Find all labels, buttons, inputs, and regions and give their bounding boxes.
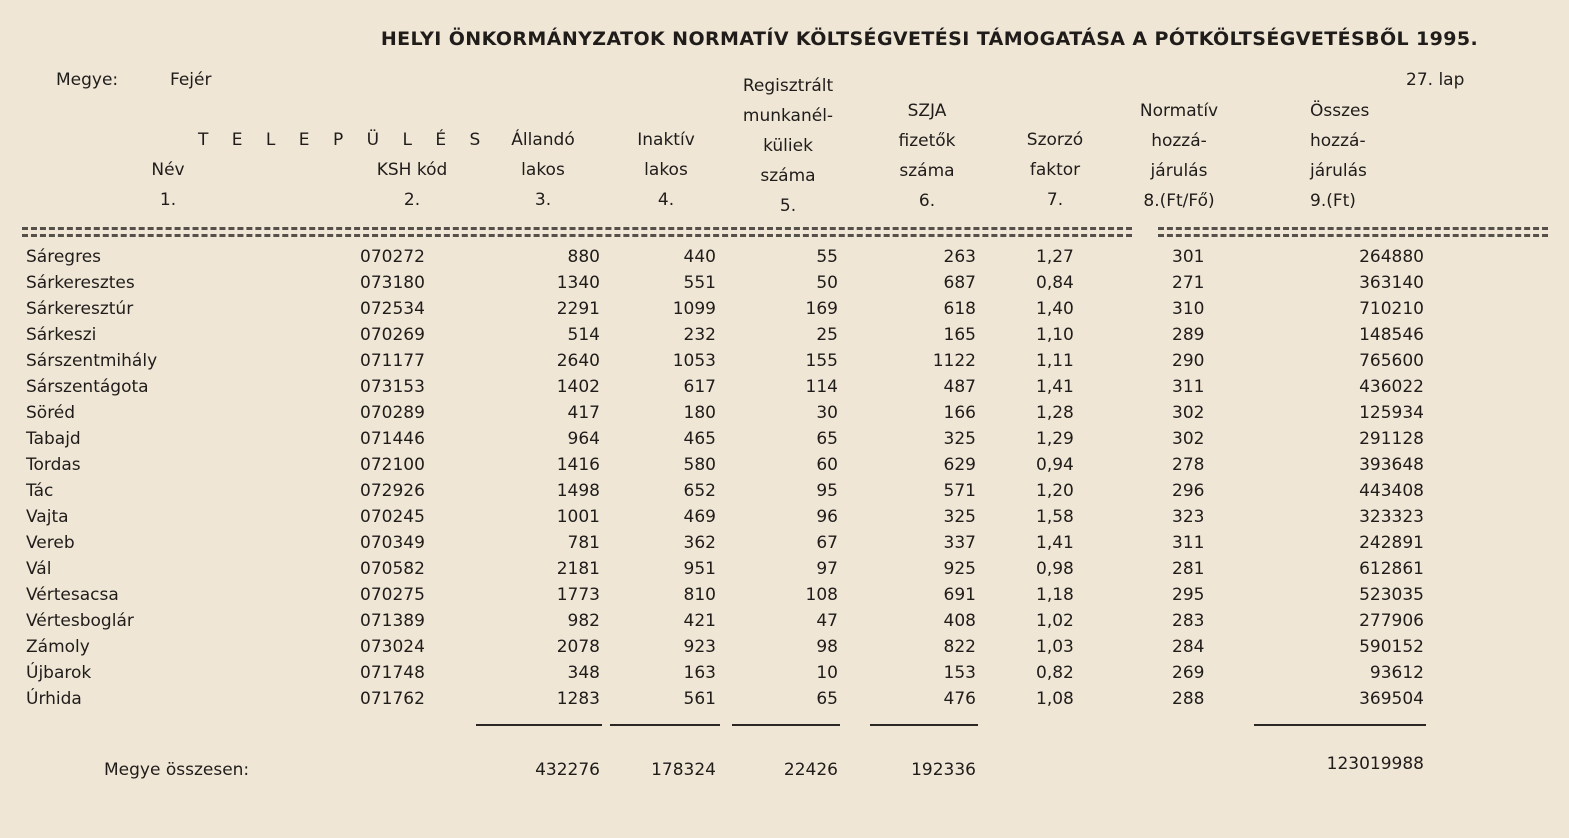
cell-normativ: 289 <box>1172 325 1205 345</box>
total-rule <box>732 724 840 726</box>
table-row <box>0 687 1569 713</box>
cell-allando: 1773 <box>556 585 600 605</box>
cell-szorzo: 1,28 <box>1036 403 1074 423</box>
cell-osszes: 363140 <box>1359 273 1424 293</box>
cell-ksh: 070275 <box>360 585 425 605</box>
cell-inaktiv: 232 <box>683 325 716 345</box>
cell-inaktiv: 465 <box>683 429 716 449</box>
total-osszes: 123019988 <box>1326 754 1424 774</box>
cell-szorzo: 1,18 <box>1036 585 1074 605</box>
cell-inaktiv: 580 <box>683 455 716 475</box>
cell-szja: 337 <box>943 533 976 553</box>
cell-regisztralt: 155 <box>805 351 838 371</box>
cell-ksh: 070582 <box>360 559 425 579</box>
cell-allando: 1283 <box>556 689 600 709</box>
cell-osszes: 436022 <box>1359 377 1424 397</box>
cell-osszes: 93612 <box>1369 663 1424 683</box>
cell-allando: 1498 <box>556 481 600 501</box>
table-row <box>0 479 1569 505</box>
settlement-header: T E L E P Ü L É S <box>198 130 490 150</box>
cell-regisztralt: 108 <box>805 585 838 605</box>
cell-szorzo: 1,02 <box>1036 611 1074 631</box>
header-nev: Név 1. <box>151 160 185 210</box>
cell-ksh: 070289 <box>360 403 425 423</box>
cell-nev: Sárszentmihály <box>26 351 158 371</box>
cell-osszes: 523035 <box>1359 585 1424 605</box>
cell-nev: Sárkeszi <box>26 325 97 345</box>
cell-szja: 571 <box>943 481 976 501</box>
cell-osszes: 443408 <box>1359 481 1424 501</box>
header-normativ: Normatív hozzá- járulás 8.(Ft/Fő) <box>1139 101 1219 211</box>
cell-regisztralt: 60 <box>816 455 838 475</box>
cell-regisztralt: 97 <box>816 559 838 579</box>
header-szja: SZJA fizetők száma 6. <box>898 101 956 211</box>
cell-normativ: 284 <box>1172 637 1205 657</box>
cell-inaktiv: 652 <box>683 481 716 501</box>
cell-allando: 880 <box>567 247 600 267</box>
cell-allando: 964 <box>567 429 600 449</box>
cell-normativ: 310 <box>1172 299 1205 319</box>
cell-normativ: 288 <box>1172 689 1205 709</box>
cell-osszes: 765600 <box>1359 351 1424 371</box>
cell-allando: 1402 <box>556 377 600 397</box>
table-row <box>0 271 1569 297</box>
data-table <box>0 245 1569 713</box>
cell-inaktiv: 1099 <box>672 299 716 319</box>
cell-nev: Sárkeresztes <box>26 273 135 293</box>
cell-allando: 2640 <box>556 351 600 371</box>
cell-szja: 325 <box>943 507 976 527</box>
table-row <box>0 349 1569 375</box>
table-row <box>0 609 1569 635</box>
cell-nev: Sárszentágota <box>26 377 149 397</box>
cell-szja: 476 <box>943 689 976 709</box>
cell-inaktiv: 951 <box>683 559 716 579</box>
cell-regisztralt: 55 <box>816 247 838 267</box>
cell-szja: 165 <box>943 325 976 345</box>
cell-inaktiv: 163 <box>683 663 716 683</box>
total-allando: 432276 <box>535 760 600 780</box>
cell-szorzo: 1,41 <box>1036 533 1074 553</box>
cell-szja: 408 <box>943 611 976 631</box>
cell-regisztralt: 65 <box>816 429 838 449</box>
total-regisztralt: 22426 <box>783 760 838 780</box>
cell-inaktiv: 551 <box>683 273 716 293</box>
table-row <box>0 661 1569 687</box>
cell-inaktiv: 810 <box>683 585 716 605</box>
cell-nev: Tác <box>26 481 54 501</box>
cell-allando: 2291 <box>556 299 600 319</box>
cell-osszes: 242891 <box>1359 533 1424 553</box>
cell-ksh: 070272 <box>360 247 425 267</box>
cell-regisztralt: 47 <box>816 611 838 631</box>
cell-normativ: 311 <box>1172 377 1205 397</box>
cell-nev: Újbarok <box>26 663 92 683</box>
cell-osszes: 590152 <box>1359 637 1424 657</box>
county-label: Megye: <box>56 70 119 90</box>
cell-szorzo: 0,94 <box>1036 455 1074 475</box>
cell-regisztralt: 30 <box>816 403 838 423</box>
cell-szorzo: 1,10 <box>1036 325 1074 345</box>
cell-regisztralt: 25 <box>816 325 838 345</box>
totals-label: Megye összesen: <box>104 760 250 780</box>
cell-nev: Vértesacsa <box>26 585 119 605</box>
cell-inaktiv: 180 <box>683 403 716 423</box>
table-row <box>0 401 1569 427</box>
cell-regisztralt: 96 <box>816 507 838 527</box>
cell-osszes: 369504 <box>1359 689 1424 709</box>
cell-normativ: 290 <box>1172 351 1205 371</box>
cell-normativ: 278 <box>1172 455 1205 475</box>
cell-ksh: 072100 <box>360 455 425 475</box>
cell-regisztralt: 65 <box>816 689 838 709</box>
cell-regisztralt: 10 <box>816 663 838 683</box>
header-separator <box>22 227 1132 230</box>
total-rule <box>870 724 978 726</box>
table-row <box>0 245 1569 271</box>
cell-nev: Sáregres <box>26 247 102 267</box>
cell-szja: 166 <box>943 403 976 423</box>
header-inaktiv: Inaktív lakos 4. <box>637 130 695 210</box>
cell-nev: Zámoly <box>26 637 90 657</box>
cell-allando: 1416 <box>556 455 600 475</box>
cell-szorzo: 1,27 <box>1036 247 1074 267</box>
cell-allando: 514 <box>567 325 600 345</box>
table-row <box>0 453 1569 479</box>
cell-nev: Vereb <box>26 533 75 553</box>
header-separator <box>1158 227 1548 230</box>
cell-normativ: 296 <box>1172 481 1205 501</box>
cell-nev: Úrhida <box>26 689 82 709</box>
cell-normativ: 311 <box>1172 533 1205 553</box>
cell-szorzo: 0,84 <box>1036 273 1074 293</box>
header-allando: Állandó lakos 3. <box>511 130 575 210</box>
cell-szorzo: 0,98 <box>1036 559 1074 579</box>
page-title: HELYI ÖNKORMÁNYZATOK NORMATÍV KÖLTSÉGVETÉSI TÁMOGATÁSA A PÓTKÖLTSÉGVETÉSBŐL 1995. <box>380 28 1479 50</box>
table-row <box>0 427 1569 453</box>
cell-osszes: 148546 <box>1359 325 1424 345</box>
total-rule <box>1254 724 1426 726</box>
cell-regisztralt: 169 <box>805 299 838 319</box>
cell-regisztralt: 67 <box>816 533 838 553</box>
cell-osszes: 393648 <box>1359 455 1424 475</box>
cell-osszes: 323323 <box>1359 507 1424 527</box>
table-row <box>0 375 1569 401</box>
cell-szorzo: 1,03 <box>1036 637 1074 657</box>
cell-inaktiv: 421 <box>683 611 716 631</box>
cell-szja: 1122 <box>932 351 976 371</box>
table-row <box>0 323 1569 349</box>
cell-nev: Tabajd <box>26 429 81 449</box>
cell-szorzo: 1,29 <box>1036 429 1074 449</box>
cell-normativ: 302 <box>1172 403 1205 423</box>
cell-szja: 629 <box>943 455 976 475</box>
total-szja: 192336 <box>911 760 976 780</box>
cell-ksh: 070349 <box>360 533 425 553</box>
cell-szja: 822 <box>943 637 976 657</box>
cell-osszes: 612861 <box>1359 559 1424 579</box>
cell-ksh: 073180 <box>360 273 425 293</box>
cell-szorzo: 1,20 <box>1036 481 1074 501</box>
cell-inaktiv: 1053 <box>672 351 716 371</box>
cell-inaktiv: 561 <box>683 689 716 709</box>
cell-szja: 925 <box>943 559 976 579</box>
cell-allando: 2181 <box>556 559 600 579</box>
table-row <box>0 531 1569 557</box>
cell-ksh: 073024 <box>360 637 425 657</box>
cell-szja: 691 <box>943 585 976 605</box>
total-inaktiv: 178324 <box>651 760 716 780</box>
table-row <box>0 505 1569 531</box>
cell-ksh: 071748 <box>360 663 425 683</box>
header-separator <box>22 234 1132 237</box>
header-separator <box>1158 234 1548 237</box>
cell-regisztralt: 98 <box>816 637 838 657</box>
header-osszes: Összes hozzá- járulás 9.(Ft) <box>1310 101 1370 211</box>
cell-osszes: 125934 <box>1359 403 1424 423</box>
header-regisztralt: Regisztrált munkanél- küliek száma 5. <box>742 76 834 216</box>
cell-szorzo: 1,40 <box>1036 299 1074 319</box>
cell-regisztralt: 50 <box>816 273 838 293</box>
cell-nev: Vál <box>26 559 52 579</box>
cell-regisztralt: 95 <box>816 481 838 501</box>
cell-regisztralt: 114 <box>805 377 838 397</box>
cell-ksh: 072926 <box>360 481 425 501</box>
cell-nev: Vértesboglár <box>26 611 134 631</box>
header-szorzo: Szorzó faktor 7. <box>1026 130 1084 210</box>
cell-nev: Vajta <box>26 507 69 527</box>
cell-szorzo: 1,41 <box>1036 377 1074 397</box>
cell-normativ: 323 <box>1172 507 1205 527</box>
table-row <box>0 583 1569 609</box>
county-value: Fejér <box>170 70 212 90</box>
cell-szorzo: 1,11 <box>1036 351 1074 371</box>
cell-allando: 982 <box>567 611 600 631</box>
cell-nev: Tordas <box>26 455 81 475</box>
cell-szorzo: 1,08 <box>1036 689 1074 709</box>
page-number: 27. lap <box>1406 70 1465 90</box>
cell-inaktiv: 469 <box>683 507 716 527</box>
cell-inaktiv: 923 <box>683 637 716 657</box>
cell-allando: 2078 <box>556 637 600 657</box>
cell-ksh: 071389 <box>360 611 425 631</box>
cell-ksh: 073153 <box>360 377 425 397</box>
cell-szja: 618 <box>943 299 976 319</box>
cell-szja: 263 <box>943 247 976 267</box>
cell-ksh: 071762 <box>360 689 425 709</box>
cell-normativ: 302 <box>1172 429 1205 449</box>
cell-osszes: 264880 <box>1359 247 1424 267</box>
cell-inaktiv: 362 <box>683 533 716 553</box>
cell-szja: 325 <box>943 429 976 449</box>
cell-normativ: 283 <box>1172 611 1205 631</box>
cell-normativ: 271 <box>1172 273 1205 293</box>
cell-ksh: 071177 <box>360 351 425 371</box>
cell-ksh: 070269 <box>360 325 425 345</box>
cell-allando: 1001 <box>556 507 600 527</box>
cell-szorzo: 0,82 <box>1036 663 1074 683</box>
cell-ksh: 072534 <box>360 299 425 319</box>
total-rule <box>610 724 720 726</box>
header-ksh: KSH kód 2. <box>376 160 448 210</box>
cell-allando: 1340 <box>556 273 600 293</box>
cell-nev: Söréd <box>26 403 76 423</box>
cell-ksh: 070245 <box>360 507 425 527</box>
cell-ksh: 071446 <box>360 429 425 449</box>
cell-osszes: 710210 <box>1359 299 1424 319</box>
cell-normativ: 295 <box>1172 585 1205 605</box>
cell-normativ: 269 <box>1172 663 1205 683</box>
table-row <box>0 557 1569 583</box>
cell-allando: 781 <box>567 533 600 553</box>
cell-inaktiv: 617 <box>683 377 716 397</box>
table-row <box>0 635 1569 661</box>
table-row <box>0 297 1569 323</box>
cell-nev: Sárkeresztúr <box>26 299 134 319</box>
cell-szja: 487 <box>943 377 976 397</box>
cell-normativ: 301 <box>1172 247 1205 267</box>
cell-szorzo: 1,58 <box>1036 507 1074 527</box>
cell-osszes: 291128 <box>1359 429 1424 449</box>
cell-osszes: 277906 <box>1359 611 1424 631</box>
total-rule <box>476 724 602 726</box>
cell-inaktiv: 440 <box>683 247 716 267</box>
cell-szja: 687 <box>943 273 976 293</box>
cell-allando: 348 <box>567 663 600 683</box>
cell-normativ: 281 <box>1172 559 1205 579</box>
cell-szja: 153 <box>943 663 976 683</box>
cell-allando: 417 <box>567 403 600 423</box>
